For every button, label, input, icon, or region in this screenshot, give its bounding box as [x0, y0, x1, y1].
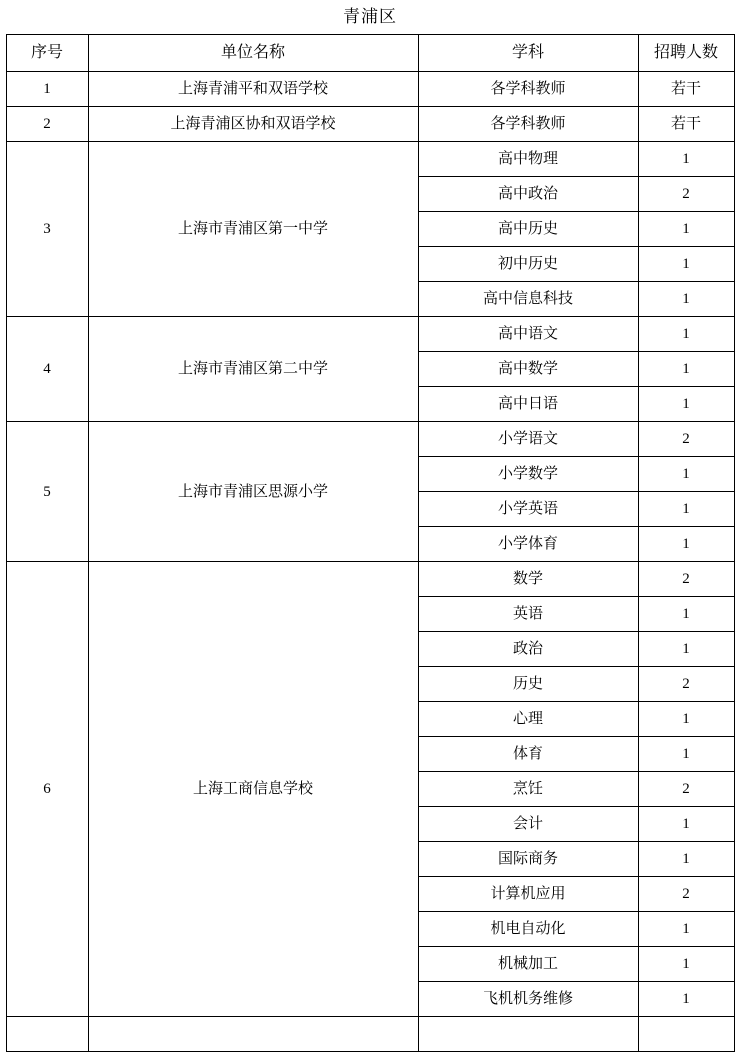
subject-cell: 高中信息科技 — [418, 282, 638, 317]
subject-cell: 历史 — [418, 667, 638, 702]
table-row — [6, 1017, 734, 1052]
count-cell: 2 — [638, 177, 734, 212]
count-cell: 1 — [638, 702, 734, 737]
count-cell: 若干 — [638, 107, 734, 142]
subject-cell: 各学科教师 — [418, 72, 638, 107]
subject-cell: 各学科教师 — [418, 107, 638, 142]
count-cell: 1 — [638, 527, 734, 562]
unit-name-cell: 上海市青浦区第一中学 — [88, 142, 418, 317]
row-index-cell: 2 — [6, 107, 88, 142]
subject-cell: 国际商务 — [418, 842, 638, 877]
unit-name-cell: 上海工商信息学校 — [88, 562, 418, 1017]
count-cell: 若干 — [638, 72, 734, 107]
count-cell: 2 — [638, 422, 734, 457]
unit-name-cell — [88, 1017, 418, 1052]
count-cell: 1 — [638, 317, 734, 352]
count-cell: 2 — [638, 667, 734, 702]
count-cell: 1 — [638, 352, 734, 387]
subject-cell: 心理 — [418, 702, 638, 737]
count-cell: 1 — [638, 982, 734, 1017]
subject-cell: 体育 — [418, 737, 638, 772]
subject-cell: 机械加工 — [418, 947, 638, 982]
table-header-row — [6, 35, 734, 72]
subject-cell: 高中数学 — [418, 352, 638, 387]
count-cell: 2 — [638, 877, 734, 912]
unit-name-cell: 上海青浦平和双语学校 — [88, 72, 418, 107]
unit-name-cell: 上海市青浦区第二中学 — [88, 317, 418, 422]
count-cell: 1 — [638, 632, 734, 667]
subject-cell: 高中历史 — [418, 212, 638, 247]
subject-cell: 小学英语 — [418, 492, 638, 527]
subject-cell: 小学数学 — [418, 457, 638, 492]
subject-cell: 高中物理 — [418, 142, 638, 177]
count-cell: 1 — [638, 282, 734, 317]
subject-cell: 烹饪 — [418, 772, 638, 807]
row-index-cell: 3 — [6, 142, 88, 317]
count-cell: 1 — [638, 212, 734, 247]
count-cell — [638, 1017, 734, 1052]
row-index-cell: 4 — [6, 317, 88, 422]
count-cell: 1 — [638, 387, 734, 422]
subject-cell: 飞机机务维修 — [418, 982, 638, 1017]
subject-cell: 小学体育 — [418, 527, 638, 562]
subject-cell: 会计 — [418, 807, 638, 842]
column-header-unit: 单位名称 — [88, 35, 418, 72]
row-index-cell: 6 — [6, 562, 88, 1017]
column-header-index: 序号 — [6, 35, 88, 72]
subject-cell — [418, 1017, 638, 1052]
count-cell: 1 — [638, 912, 734, 947]
count-cell: 1 — [638, 842, 734, 877]
row-index-cell: 1 — [6, 72, 88, 107]
count-cell: 1 — [638, 457, 734, 492]
unit-name-cell: 上海青浦区协和双语学校 — [88, 107, 418, 142]
row-index-cell — [6, 1017, 88, 1052]
column-header-count: 招聘人数 — [638, 35, 734, 72]
subject-cell: 计算机应用 — [418, 877, 638, 912]
subject-cell: 高中语文 — [418, 317, 638, 352]
table-row — [6, 142, 734, 177]
subject-cell: 机电自动化 — [418, 912, 638, 947]
table-row — [6, 562, 734, 597]
row-index-cell: 5 — [6, 422, 88, 562]
table-row — [6, 317, 734, 352]
subject-cell: 初中历史 — [418, 247, 638, 282]
subject-cell: 小学语文 — [418, 422, 638, 457]
unit-name-cell: 上海市青浦区思源小学 — [88, 422, 418, 562]
table-row — [6, 422, 734, 457]
subject-cell: 英语 — [418, 597, 638, 632]
count-cell: 1 — [638, 947, 734, 982]
count-cell: 2 — [638, 562, 734, 597]
recruitment-table — [6, 34, 735, 1052]
count-cell: 1 — [638, 142, 734, 177]
count-cell: 1 — [638, 247, 734, 282]
table-header — [6, 35, 734, 72]
count-cell: 1 — [638, 807, 734, 842]
subject-cell: 高中政治 — [418, 177, 638, 212]
table-body — [6, 72, 734, 1052]
count-cell: 2 — [638, 772, 734, 807]
subject-cell: 政治 — [418, 632, 638, 667]
subject-cell: 高中日语 — [418, 387, 638, 422]
column-header-subject: 学科 — [418, 35, 638, 72]
subject-cell: 数学 — [418, 562, 638, 597]
count-cell: 1 — [638, 737, 734, 772]
page-title: 青浦区 — [343, 7, 397, 26]
count-cell: 1 — [638, 492, 734, 527]
table-row — [6, 107, 734, 142]
table-row — [6, 72, 734, 107]
count-cell: 1 — [638, 597, 734, 632]
